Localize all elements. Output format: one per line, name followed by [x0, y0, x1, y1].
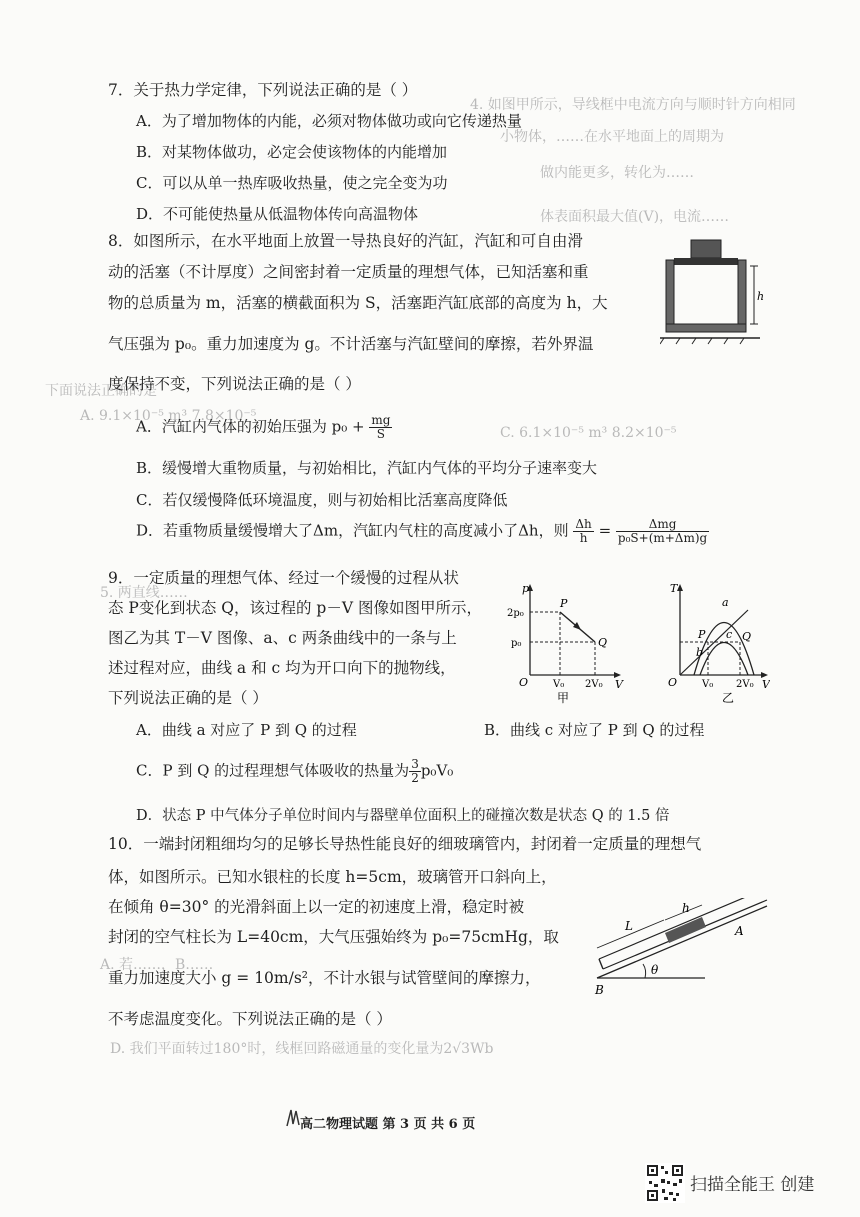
q8-option-d-text: D．若重物质量缓慢增大了Δm，汽缸内气柱的高度减小了Δh，则: [136, 521, 569, 540]
bleed-text-6: A. 9.1×10⁻⁵ m³ 7.8×10⁻⁵: [80, 408, 257, 424]
tube-closed-end: [599, 959, 603, 969]
tv-axis-y-arrow: [677, 584, 683, 591]
ground-hatch: [676, 338, 680, 344]
pv-graph-jia: [505, 580, 625, 705]
ground-hatch: [660, 338, 664, 344]
fraction-numerator: 3: [411, 757, 419, 771]
q10-line6: 不考虑温度变化。下列说法正确的是（ ）: [108, 1010, 392, 1028]
q8-line1: 8．如图所示，在水平地面上放置一导热良好的汽缸，汽缸和可自由滑: [108, 232, 583, 250]
cylinder-bottom: [666, 324, 746, 332]
bleed-text-8: 5. 两直线……: [100, 585, 188, 601]
fraction-numerator: Δmg: [616, 518, 709, 532]
pv-label-p: p: [522, 582, 530, 595]
q8-option-d-left-fraction: [573, 518, 593, 545]
tv-tick-2v0: 2V₀: [736, 679, 754, 690]
incline-surface: [597, 906, 767, 978]
q8-option-b: B．缓慢增大重物质量，与初始相比，汽缸内气体的平均分子速率变大: [136, 459, 598, 477]
ground-hatch: [724, 338, 728, 344]
q7-option-b: B．对某物体做功，必定会使该物体的内能增加: [136, 143, 448, 161]
q8-option-a-text: A．汽缸内气体的初始压强为 p₀ +: [136, 417, 370, 436]
ground-hatch: [740, 338, 744, 344]
pv-process-arrow: [573, 622, 581, 630]
bleed-text-3: 做内能更多，转化为……: [540, 165, 694, 181]
bleed-text-5: 下面说法正确的是: [45, 383, 157, 399]
pv-label-v: V: [615, 678, 623, 691]
tv-graph-yi: [660, 580, 770, 705]
tube-incline-figure: [585, 898, 775, 1000]
pv-tick-p0: p₀: [511, 638, 522, 649]
bleed-text-2: 小物体，……在水平地面上的周期为: [500, 129, 724, 145]
q8-option-d: [136, 518, 709, 545]
pv-origin: O: [519, 676, 529, 689]
tv-tick-v0: V₀: [702, 679, 714, 690]
pv-point-q: Q: [598, 636, 608, 649]
q10-line1: 10．一端封闭粗细均匀的足够长导热性能良好的细玻璃管内，封闭着一定质量的理想气: [108, 835, 702, 853]
fraction-numerator: mg: [371, 413, 391, 427]
angle-label: θ: [651, 963, 659, 977]
q7-stem: 7．关于热力学定律，下列说法正确的是（ ）: [108, 81, 418, 99]
q10-line3: 在倾角 θ=30° 的光滑斜面上以一定的初速度上滑，稳定时被: [108, 898, 525, 916]
pv-point-p: P: [560, 597, 568, 610]
q7-option-d: D．不可能使热量从低温物体传向高温物体: [136, 205, 419, 223]
mercury-column: [665, 917, 706, 943]
ground-hatch: [708, 338, 712, 344]
bleed-text-10: D. 我们平面转过180°时，线框回路磁通量的变化量为2√3Wb: [110, 1041, 494, 1057]
tv-label-t: T: [670, 582, 678, 595]
bleed-text-7: C. 6.1×10⁻⁵ m³ 8.2×10⁻⁵: [500, 425, 677, 441]
fraction-numerator: Δh: [575, 517, 592, 531]
mercury-label: h: [682, 901, 690, 915]
q8-line5: 度保持不变，下列说法正确的是（ ）: [108, 375, 361, 393]
cylinder-figure: [660, 238, 770, 348]
page-footer: 高二物理试题 第 3 页 共 6 页: [300, 1117, 476, 1132]
q10-line4: 封闭的空气柱长为 L=40cm，大气压强始终为 p₀=75cmHg，取: [108, 928, 559, 946]
point-a-label: A: [735, 924, 744, 938]
cylinder-wall-left: [666, 260, 674, 332]
weight-block: [691, 240, 721, 258]
pv-tick-2v0: 2V₀: [585, 679, 603, 690]
qr-code-icon: [645, 1163, 685, 1203]
tv-curve-c-label: c: [726, 628, 733, 641]
piston: [674, 258, 738, 265]
q9-option-c-fraction: [409, 758, 421, 785]
pv-caption: 甲: [557, 691, 570, 705]
fraction-denominator: h: [579, 531, 588, 546]
tv-caption: 乙: [722, 691, 735, 705]
bleed-text-4: 体表面积最大值(V)，电流……: [540, 209, 730, 225]
q9-line5: 下列说法正确的是（ ）: [108, 689, 268, 707]
q8-line4: 气压强为 p₀。重力加速度为 g。不计活塞与汽缸壁间的摩擦，若外界温: [108, 335, 594, 353]
equals-sign: =: [598, 521, 612, 540]
point-b-label: B: [595, 983, 604, 997]
q9-option-a: A．曲线 a 对应了 P 到 Q 的过程: [136, 721, 357, 739]
tv-origin: O: [668, 676, 678, 689]
q10-line5: 重力加速度大小 g = 10m/s²，不计水银与试管壁间的摩擦力，: [108, 969, 541, 987]
ink-stroke: [287, 1110, 299, 1126]
pv-tick-2p0: 2p₀: [507, 608, 524, 619]
q9-option-b: B．曲线 c 对应了 P 到 Q 的过程: [484, 721, 705, 739]
tv-line-b-label: b: [696, 646, 704, 659]
q8-option-d-right-fraction: [616, 518, 709, 545]
q9-option-c-suffix: p₀V₀: [420, 761, 454, 780]
tv-point-q: Q: [742, 630, 752, 643]
pv-tick-v0: V₀: [553, 679, 565, 690]
tv-point-p: P: [698, 628, 706, 641]
air-column-label: L: [625, 919, 633, 933]
height-label: h: [757, 290, 765, 303]
bleed-text-1: 4. 如图甲所示，导线框中电流方向与顺时针方向相同: [470, 97, 796, 113]
q8-option-c: C．若仅缓慢降低环境温度，则与初始相比活塞高度降低: [136, 491, 508, 509]
footer-ink-mark: [285, 1108, 301, 1128]
q8-option-a-fraction: [369, 414, 392, 441]
tv-label-v: V: [762, 678, 770, 691]
fraction-denominator: 2: [411, 771, 419, 786]
fraction-denominator: S: [376, 427, 385, 442]
bleed-text-9: A. 若……，B……: [100, 957, 214, 973]
angle-arc: [643, 964, 646, 978]
q9-line2: 态 P变化到状态 Q，该过程的 p－V 图像如图甲所示，: [108, 599, 482, 617]
q7-option-c: C．可以从单一热库吸收热量，使之完全变为功: [136, 174, 448, 192]
q9-option-c: [136, 758, 453, 785]
q9-line4: 述过程对应，曲线 a 和 c 均为开口向下的抛物线，: [108, 659, 456, 677]
q9-option-c-text: C．P 到 Q 的过程理想气体吸收的热量为: [136, 761, 410, 780]
cylinder-wall-right: [738, 260, 746, 332]
fraction-denominator: p₀S+(m+Δm)g: [617, 531, 708, 546]
q9-option-d: D．状态 P 中气体分子单位时间内与器壁单位面积上的碰撞次数是状态 Q 的 1.5 倍: [136, 808, 670, 824]
q8-line2: 动的活塞（不计厚度）之间密封着一定质量的理想气体，已知活塞和重: [108, 263, 589, 281]
q8-option-a: [136, 414, 392, 441]
tv-curve-c: [700, 643, 748, 676]
q9-line1: 9．一定质量的理想气体、经过一个缓慢的过程从状: [108, 569, 459, 587]
q8-line3: 物的总质量为 m，活塞的横截面积为 S，活塞距汽缸底部的高度为 h，大: [108, 294, 608, 312]
q9-line3: 图乙为其 T－V 图像、a、c 两条曲线中的一条与上: [108, 629, 457, 647]
q10-line2: 体，如图所示。已知水银柱的长度 h=5cm，玻璃管开口斜向上，: [108, 868, 557, 886]
q7-option-a: A．为了增加物体的内能，必须对物体做功或向它传递热量: [136, 112, 522, 130]
ground-hatch: [692, 338, 696, 344]
tv-curve-a-label: a: [722, 596, 729, 609]
scanner-watermark: 扫描全能王 创建: [690, 1175, 815, 1195]
